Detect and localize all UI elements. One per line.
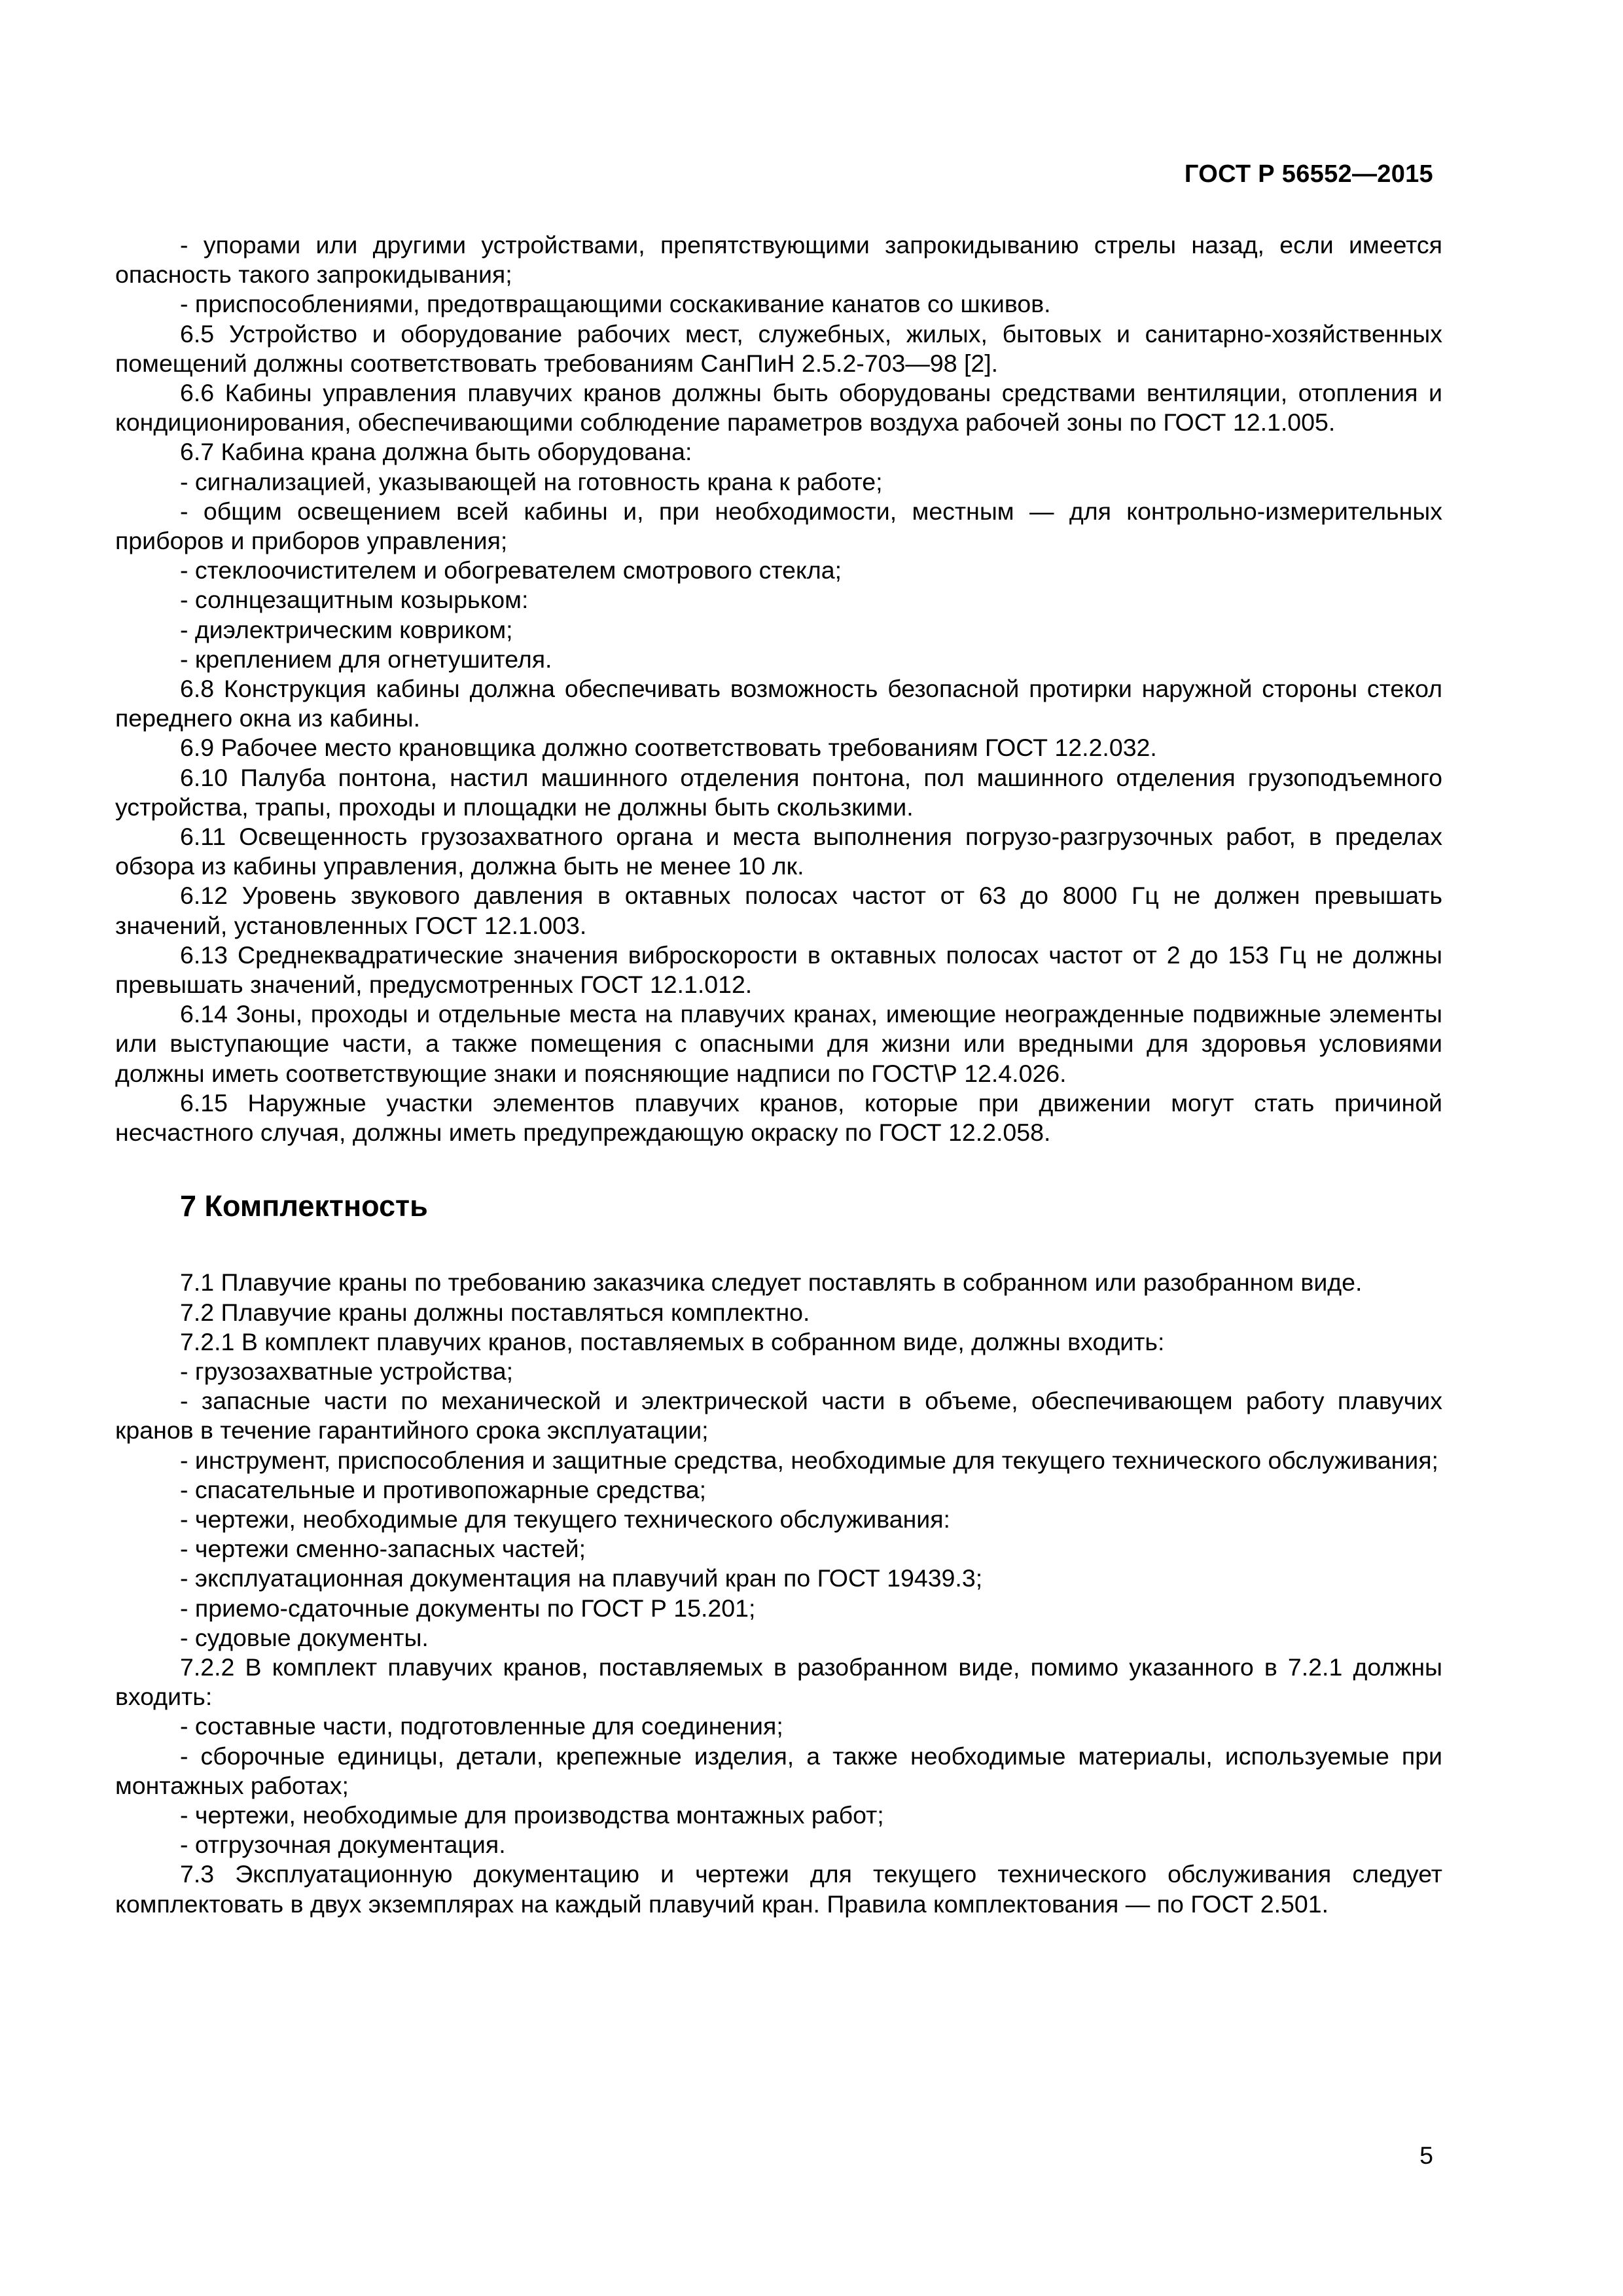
paragraph: - отгрузочная документация. <box>180 1831 506 1859</box>
section-6-continuation <box>115 230 1442 1147</box>
paragraph: - сборочные единицы, детали, крепежные изделия, а также необходимые материалы, используемые при монтажных работах; <box>115 1742 1442 1799</box>
paragraph: - приспособлениями, предотвращающими соскакивание канатов со шкивов. <box>180 290 1051 318</box>
paragraph: - судовые документы. <box>180 1623 429 1651</box>
paragraph: 6.12 Уровень звукового давления в октавных полосах частот от 63 до 8000 Гц не должен превышать значений, установленных ГОСТ 12.1.003. <box>115 882 1442 939</box>
paragraph: 7.2 Плавучие краны должны поставляться комплектно. <box>180 1298 810 1326</box>
paragraph: - диэлектрическим ковриком; <box>180 615 513 643</box>
paragraph: - чертежи, необходимые для производства монтажных работ; <box>180 1801 884 1829</box>
paragraph: 6.5 Устройство и оборудование рабочих мест, служебных, жилых, бытовых и санитарно-хозяйственных помещений должны соответствовать требованиям СанПиН 2.5.2-703—98 [2]. <box>115 319 1442 377</box>
paragraph: - запасные части по механической и электрической части в объеме, обеспечивающем работу плавучих кранов в течение гарантийного срока эксплуатации; <box>115 1387 1442 1444</box>
paragraph: 6.6 Кабины управления плавучих кранов должны быть оборудованы средствами вентиляции, отопления и кондиционирования, обеспечивающими соблюдение параметров воздуха рабочей зоны по ГОСТ 12.1.005. <box>115 379 1442 437</box>
paragraph: 6.14 Зоны, проходы и отдельные места на плавучих кранах, имеющие неогражденные подвижные элементы или выступающие части, а также помещения с опасными для жизни или вредными для здоровья условиями должны иметь соответствующие знаки и поясняющие надписи по ГОСТ\Р 12.4.026. <box>115 1000 1442 1087</box>
paragraph: - стеклоочистителем и обогревателем смотрового стекла; <box>180 556 842 584</box>
paragraph: - эксплуатационная документация на плавучий кран по ГОСТ 19439.3; <box>180 1564 983 1592</box>
paragraph: 6.10 Палуба понтона, настил машинного отделения понтона, пол машинного отделения грузоподъемного устройства, трапы, проходы и площадки не должны быть скользкими. <box>115 763 1442 821</box>
paragraph: - чертежи сменно-запасных частей; <box>180 1535 586 1563</box>
document-code-header: ГОСТ Р 56552—2015 <box>1184 160 1433 188</box>
paragraph: 6.7 Кабина крана должна быть оборудована: <box>180 438 692 466</box>
paragraph: - спасательные и противопожарные средства; <box>180 1475 707 1503</box>
paragraph: - чертежи, необходимые для текущего технического обслуживания: <box>180 1505 950 1533</box>
paragraph: 7.1 Плавучие краны по требованию заказчика следует поставлять в собранном или разобранном виде. <box>180 1268 1363 1297</box>
paragraph: - приемо-сдаточные документы по ГОСТ Р 15.201; <box>180 1594 756 1622</box>
paragraph: - солнцезащитным козырьком: <box>180 586 529 614</box>
paragraph: 6.13 Среднеквадратические значения виброскорости в октавных полосах частот от 2 до 153 Гц не должны превышать значений, предусмотренных ГОСТ 12.1.012. <box>115 941 1442 999</box>
paragraph: - сигнализацией, указывающей на готовность крана к работе; <box>180 467 883 495</box>
paragraph: - грузозахватные устройства; <box>180 1357 514 1385</box>
paragraph: 6.8 Конструкция кабины должна обеспечивать возможность безопасной протирки наружной стороны стекол переднего окна из кабины. <box>115 675 1442 732</box>
page-number: 5 <box>1419 2142 1433 2169</box>
paragraph: - общим освещением всей кабины и, при необходимости, местным — для контрольно-измерительных приборов и приборов управления; <box>115 497 1442 555</box>
paragraph: 6.11 Освещенность грузозахватного органа и места выполнения погрузо-разгрузочных работ, в пределах обзора из кабины управления, должна быть не менее 10 лк. <box>115 823 1442 880</box>
paragraph: - инструмент, приспособления и защитные средства, необходимые для текущего технического обслуживания; <box>180 1446 1438 1474</box>
paragraph: 7.2.2 В комплект плавучих кранов, поставляемых в разобранном виде, помимо указанного в 7.2.1 должны входить: <box>115 1653 1442 1711</box>
section-title: 7 Комплектность <box>180 1189 428 1223</box>
paragraph: - креплением для огнетушителя. <box>180 645 552 673</box>
paragraph: 7.2.1 В комплект плавучих кранов, поставляемых в собранном виде, должны входить: <box>180 1327 1165 1355</box>
paragraph: 7.3 Эксплуатационную документацию и чертежи для текущего технического обслуживания следует комплектовать в двух экземплярах на каждый плавучий кран. Правила комплектования — по ГОСТ 2.501. <box>115 1860 1442 1918</box>
paragraph: 6.15 Наружные участки элементов плавучих кранов, которые при движении могут стать причиной несчастного случая, должны иметь предупреждающую окраску по ГОСТ 12.2.058. <box>115 1088 1442 1147</box>
document-body <box>115 230 1442 1919</box>
section-7-body <box>115 1268 1442 1918</box>
paragraph: - упорами или другими устройствами, препятствующими запрокидыванию стрелы назад, если имеется опасность такого запрокидывания; <box>115 231 1442 289</box>
paragraph: - составные части, подготовленные для соединения; <box>180 1712 783 1740</box>
paragraph: 6.9 Рабочее место крановщика должно соответствовать требованиям ГОСТ 12.2.032. <box>180 734 1157 762</box>
